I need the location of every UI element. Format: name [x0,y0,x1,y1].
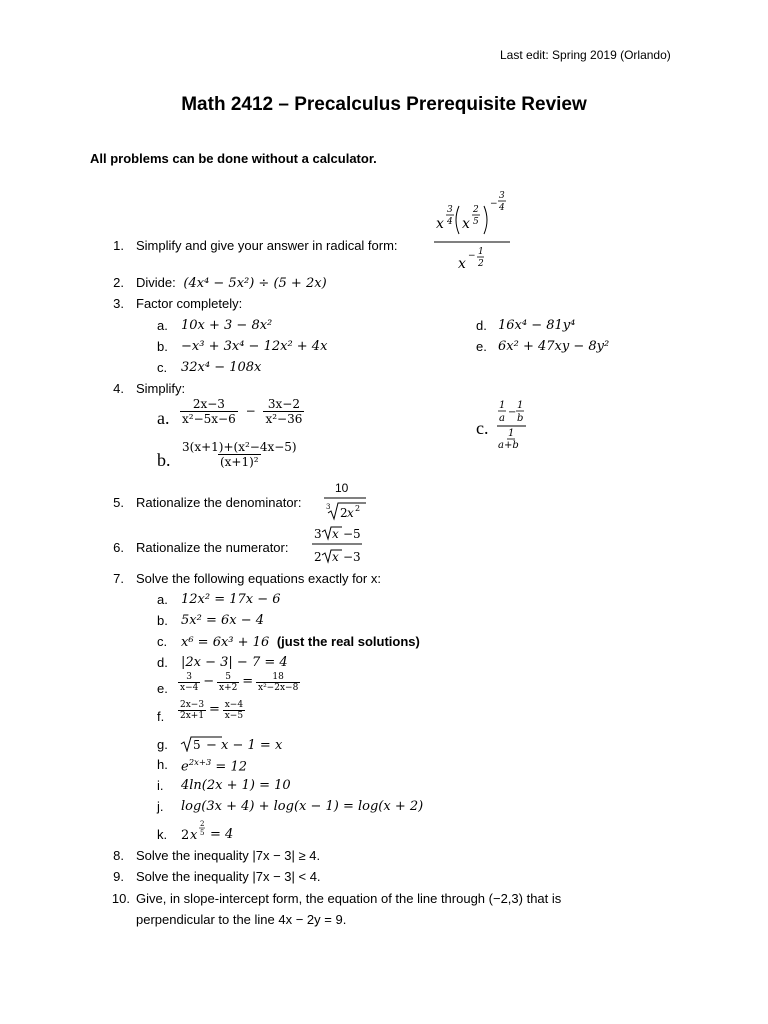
last-edit: Last edit: Spring 2019 (Orlando) [500,48,671,62]
p2-number: 2. [113,275,124,290]
p7d-expression: |2x − 3| − 7 = 4 [181,655,288,670]
p7e-n1: 3 [186,672,193,682]
p1-number: 1. [113,238,124,253]
p7e-label: e. [157,681,168,696]
p3-text: Factor completely: [136,296,243,311]
p7a-label: a. [157,592,168,607]
svg-text:−: − [508,407,517,418]
p7e-d1: x−4 [180,683,199,693]
p7i-expression: 4ln(2x + 1) = 10 [181,778,291,793]
p7e-n2: 5 [225,672,232,682]
svg-text:−5: −5 [343,527,361,541]
p2-expression: (4x⁴ − 5x²) ÷ (5 + 2x) [183,276,327,291]
p7f-equals: = [208,702,220,717]
p10-line1: Give, in slope-intercept form, the equation of the line through (−2,3) that is [136,891,562,906]
svg-text:2: 2 [478,259,484,269]
p7e-minus: − [203,674,215,689]
p7-number: 7. [113,571,124,586]
p7e-n3: 18 [272,672,284,682]
p7g-radical-bar [204,736,224,740]
p3c-expression: 32x⁴ − 108x [181,360,262,375]
p6-number: 6. [113,540,124,555]
svg-text:3: 3 [447,205,453,215]
p7j-label: j. [157,799,164,814]
p4-number: 4. [113,381,124,396]
svg-text:5: 5 [193,738,201,752]
p3a-expression: 10x + 3 − 8x² [181,318,273,333]
p2-text [136,275,327,291]
p3d-label: d. [476,318,487,333]
p7k-expression: = 4 [210,827,234,842]
p4a-den2: x²−36 [265,412,303,426]
svg-text:−: − [468,251,476,261]
svg-text:2: 2 [340,506,348,520]
svg-text:2: 2 [355,504,361,513]
p6-text: Rationalize the numerator: [136,540,289,555]
p8-text: Solve the inequality |7x − 3| ≥ 4. [136,848,321,863]
p3b-expression: −x³ + 3x⁴ − 12x² + 4x [181,339,328,354]
p5-text: Rationalize the denominator: [136,495,302,510]
p10-line2: perpendicular to the line 4x − 2y = 9. [136,912,347,927]
svg-text:1: 1 [499,400,506,411]
p7b-expression: 5x² = 6x − 4 [181,613,265,628]
p7c-expression [181,634,420,650]
svg-text:5: 5 [473,217,479,227]
svg-text:2: 2 [200,820,205,828]
svg-text:b: b [517,413,524,424]
p4a-label: a. [157,408,170,428]
p4a-op: − [245,404,256,418]
p4c-label: c. [476,418,489,438]
svg-text:1: 1 [517,400,524,411]
svg-text:3: 3 [326,503,331,511]
p7i-label: i. [157,778,164,793]
svg-text:2: 2 [314,550,322,564]
p7h-expression: $e^{2x+3} = 12$ [181,757,247,775]
p7j-expression: log(3x + 4) + log(x − 1) = log(x + 2) [181,799,424,814]
p7f-d2: x−5 [224,711,244,721]
p2-label: Divide: [136,275,176,290]
svg-text:x: x [332,527,339,541]
p4b-num: 3(x+1)+(x²−4x−5) [182,440,297,454]
p7g-rest: − x − 1 = x [206,738,283,753]
p5-number: 5. [113,495,124,510]
p7h-rest: = 12 [215,759,247,775]
p3a-label: a. [157,318,168,333]
p5-denominator [322,497,372,523]
p5-numerator: 10 [335,481,349,495]
svg-text:1: 1 [478,247,484,257]
svg-text:4: 4 [447,217,453,227]
svg-text:a: a [499,413,505,424]
svg-text:x: x [462,216,470,232]
intro-text: All problems can be done without a calculator. [90,151,377,166]
p1-text: Simplify and give your answer in radical form: [136,238,398,253]
p7g-label: g. [157,737,168,752]
p3-number: 3. [113,296,124,311]
p7f-n2: x−4 [224,700,244,710]
p4b-den: (x+1)² [219,455,259,469]
p7a-expression: 12x² = 17x − 6 [181,592,281,607]
p4a-den1: x²−5x−6 [182,412,236,426]
p4b-label: b. [157,450,171,470]
p7d-label: d. [157,655,168,670]
p9-text: Solve the inequality |7x − 3| < 4. [136,869,321,884]
p7c-note: (just the real solutions) [276,634,420,649]
p3e-expression: 6x² + 47xy − 8y² [498,339,610,354]
svg-text:2: 2 [181,828,190,843]
p4c-den: a+b [498,440,519,451]
p7c-equation: x⁶ = 6x³ + 16 [181,635,270,650]
p7k-label: k. [157,827,168,842]
p4a-num1: 2x−3 [192,397,225,411]
p7g-radical [180,735,206,752]
p3c-label: c. [157,360,168,375]
p7f-expression [178,700,245,721]
p7-text: Solve the following equations exactly for x: [136,571,381,586]
svg-text:x: x [347,506,354,520]
svg-text:−: − [490,199,498,209]
p9-number: 9. [113,869,124,884]
p7h-label: h. [157,757,168,772]
p7g-expression [180,735,282,753]
p6-expression [310,524,370,568]
p4b-expression [180,440,299,469]
p7e-expression [178,672,300,693]
p7f-n1: 2x−3 [180,700,205,710]
svg-text:5: 5 [200,829,205,837]
page-title: Math 2412 – Precalculus Prerequisite Review [181,94,587,115]
svg-text:3: 3 [499,191,505,201]
p8-number: 8. [113,848,124,863]
p7b-label: b. [157,613,168,628]
p4a-num2: 3x−2 [267,397,300,411]
p3e-label: e. [476,339,487,354]
svg-text:x: x [458,256,466,272]
p7e-equals: = [242,674,254,689]
p1-expression [426,188,526,274]
svg-text:1: 1 [508,428,515,439]
p3b-label: b. [157,339,168,354]
svg-text:3: 3 [314,527,322,541]
p7f-label: f. [157,709,165,724]
p7e-d3: x²−2x−8 [258,683,299,693]
svg-text:x: x [436,216,444,232]
svg-text:4: 4 [499,203,505,213]
svg-text:x: x [190,828,198,843]
p4a-expression [180,397,304,426]
p7f-d1: 2x+1 [180,711,205,721]
p7c-label: c. [157,634,168,649]
p4-text: Simplify: [136,381,186,396]
p7e-d2: x+2 [219,683,238,693]
p10-number: 10. [111,891,130,906]
svg-text:−3: −3 [343,550,361,564]
svg-text:2: 2 [473,205,479,215]
p3d-expression: 16x⁴ − 81y⁴ [498,318,576,333]
svg-text:x: x [332,550,339,564]
